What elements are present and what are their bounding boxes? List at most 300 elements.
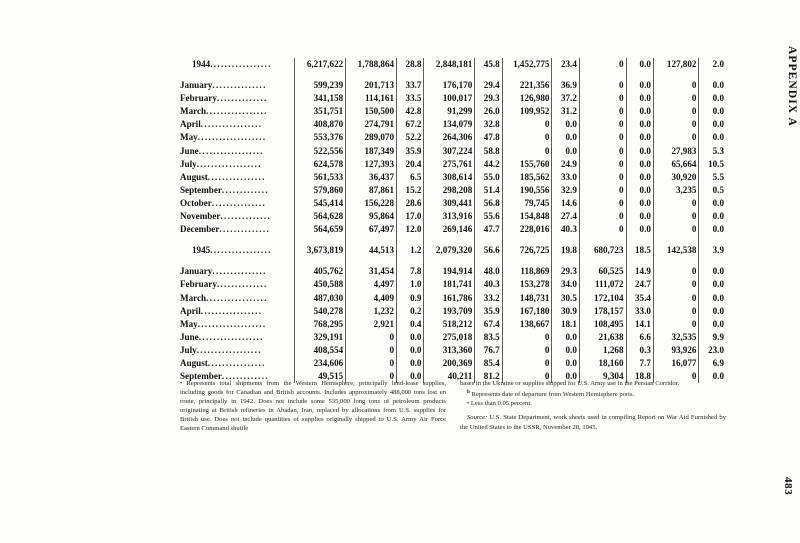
row-label <box>178 79 295 92</box>
table-row <box>178 305 726 318</box>
table-cell: 0 <box>653 131 699 144</box>
row-label-text: January <box>180 80 213 91</box>
leader-dots: .............. <box>216 279 268 290</box>
table-cell: 309,441 <box>424 197 475 210</box>
leader-dots: ............... <box>211 197 267 208</box>
table-row <box>178 265 726 278</box>
table-cell: 0.5 <box>699 184 726 197</box>
table-cell: 1,232 <box>346 305 397 318</box>
table-cell: 0 <box>579 145 626 158</box>
footnote-b-text: Represents date of departure from Western Hemisphere ports. <box>471 391 635 399</box>
table-cell: 487,030 <box>295 292 346 305</box>
table-cell: 0 <box>346 344 397 357</box>
statistics-table-container <box>178 58 726 383</box>
leader-dots: ............... <box>212 266 267 277</box>
table-cell: 564,628 <box>295 210 346 223</box>
running-head: APPENDIX A <box>786 46 798 127</box>
table-cell: 31.2 <box>552 105 579 118</box>
footnote-b <box>460 388 726 399</box>
table-cell: 34.0 <box>552 278 579 291</box>
table-cell: 450,588 <box>295 278 346 291</box>
table-cell: 0.0 <box>699 118 726 131</box>
table-cell: 0 <box>653 278 699 291</box>
table-cell: 553,376 <box>295 131 346 144</box>
table-cell: 0.0 <box>552 131 579 144</box>
table-cell: 26.0 <box>475 105 502 118</box>
table-cell: 0 <box>502 118 552 131</box>
table-cell: 14.9 <box>626 265 653 278</box>
table-cell: 35.9 <box>397 145 424 158</box>
table-cell: 56.8 <box>475 197 502 210</box>
row-label <box>178 292 295 305</box>
table-cell: 65,664 <box>653 158 699 171</box>
table-cell: 680,723 <box>579 244 626 257</box>
row-label-text: 1944 <box>192 59 211 69</box>
table-cell: 52.2 <box>397 131 424 144</box>
table-cell: 351,751 <box>295 105 346 118</box>
row-label-text: August <box>180 357 208 368</box>
table-spacer-row <box>178 236 726 244</box>
table-cell: 200,369 <box>424 357 475 370</box>
table-cell: 42.8 <box>397 105 424 118</box>
table-cell: 0 <box>346 370 397 383</box>
table-cell: 35.9 <box>475 305 502 318</box>
table-cell: 3.9 <box>699 244 726 257</box>
table-cell: 27,983 <box>653 145 699 158</box>
table-cell: 33.2 <box>475 292 502 305</box>
row-label-text: January <box>180 266 213 277</box>
table-cell: 540,278 <box>295 305 346 318</box>
table-cell: 67.4 <box>475 318 502 331</box>
table-cell: 6.6 <box>626 331 653 344</box>
leader-dots: ................. <box>200 305 263 316</box>
table-cell: 0.0 <box>699 79 726 92</box>
table-cell: 0.0 <box>699 305 726 318</box>
table-cell: 0.0 <box>699 197 726 210</box>
table-cell: 1,452,775 <box>502 58 552 71</box>
table-cell: 153,278 <box>502 278 552 291</box>
table-cell: 33.0 <box>552 171 579 184</box>
table-cell: 23.4 <box>552 58 579 71</box>
table-cell: 0.0 <box>626 105 653 118</box>
table-cell: 564,659 <box>295 223 346 236</box>
table-cell: 0 <box>653 265 699 278</box>
table-row <box>178 145 726 158</box>
table-cell: 29.3 <box>475 92 502 105</box>
table-cell: 275,761 <box>424 158 475 171</box>
leader-dots: ................. <box>206 106 268 117</box>
table-spacer-row <box>178 257 726 265</box>
footnote-a <box>180 379 446 434</box>
footnotes-section <box>180 379 726 434</box>
table-cell: 0.0 <box>699 92 726 105</box>
row-label-text: May <box>180 132 198 143</box>
table-cell: 36,437 <box>346 171 397 184</box>
table-cell: 0.0 <box>699 131 726 144</box>
table-cell: 0.0 <box>626 92 653 105</box>
footnote-a-continued-text: bases in the Ukraine or supplies shipped for U.S. Army use in the Persian Corridor. <box>460 380 680 387</box>
table-cell: 17.0 <box>397 210 424 223</box>
table-cell: 313,916 <box>424 210 475 223</box>
table-cell: 176,170 <box>424 79 475 92</box>
table-cell: 0 <box>502 357 552 370</box>
row-label-text: June <box>180 331 199 342</box>
row-label <box>178 184 295 197</box>
table-cell: 0 <box>579 184 626 197</box>
table-cell: 161,786 <box>424 292 475 305</box>
table-row <box>178 223 726 236</box>
table-cell: 4,497 <box>346 278 397 291</box>
table-cell: 20.4 <box>397 158 424 171</box>
table-cell: 187,349 <box>346 145 397 158</box>
footnote-a-continued <box>460 379 726 388</box>
table-cell: 100,017 <box>424 92 475 105</box>
table-cell: 118,869 <box>502 265 552 278</box>
table-cell: 0.0 <box>699 278 726 291</box>
table-cell: 0.0 <box>552 370 579 383</box>
leader-dots: ................. <box>206 292 268 303</box>
table-cell: 275,018 <box>424 331 475 344</box>
row-label <box>178 145 295 158</box>
table-cell: 0.0 <box>552 344 579 357</box>
table-cell: 0.0 <box>397 370 424 383</box>
table-cell: 0 <box>346 331 397 344</box>
row-label-text: November <box>180 211 221 222</box>
row-label <box>178 131 295 144</box>
row-label <box>178 92 295 105</box>
table-cell: 48.0 <box>475 265 502 278</box>
table-cell: 0.0 <box>626 184 653 197</box>
leader-dots: ............. <box>221 184 270 195</box>
table-cell: 154,848 <box>502 210 552 223</box>
row-label-text: September <box>180 184 222 195</box>
row-label-text: April <box>180 119 201 130</box>
table-cell: 109,952 <box>502 105 552 118</box>
table-cell: 67.2 <box>397 118 424 131</box>
table-row <box>178 131 726 144</box>
footnotes-right-column <box>460 379 726 434</box>
table-cell: 5.5 <box>699 171 726 184</box>
table-cell: 14.1 <box>626 318 653 331</box>
table-cell: 33.0 <box>626 305 653 318</box>
table-cell: 30.9 <box>552 305 579 318</box>
row-label <box>178 158 295 171</box>
table-cell: 35.4 <box>626 292 653 305</box>
table-cell: 0 <box>653 105 699 118</box>
table-row <box>178 118 726 131</box>
table-cell: 14.6 <box>552 197 579 210</box>
table-cell: 289,070 <box>346 131 397 144</box>
table-cell: 0.0 <box>626 145 653 158</box>
table-cell: 0.0 <box>626 118 653 131</box>
table-cell: 405,762 <box>295 265 346 278</box>
table-cell: 0 <box>579 223 626 236</box>
table-cell: 56.6 <box>475 244 502 257</box>
table-cell: 579,860 <box>295 184 346 197</box>
table-cell: 79,745 <box>502 197 552 210</box>
table-cell: 0 <box>579 92 626 105</box>
leader-dots: ................ <box>207 357 266 368</box>
table-cell: 18,160 <box>579 357 626 370</box>
row-label-text: June <box>180 145 199 156</box>
table-cell: 313,360 <box>424 344 475 357</box>
row-label <box>178 210 295 223</box>
table-cell: 126,980 <box>502 92 552 105</box>
leader-dots: ................. <box>210 245 272 256</box>
table-cell: 10.5 <box>699 158 726 171</box>
table-cell: 44.2 <box>475 158 502 171</box>
table-cell: 518,212 <box>424 318 475 331</box>
table-cell: 93,926 <box>653 344 699 357</box>
leader-dots: .............. <box>220 211 272 222</box>
table-cell: 6,217,622 <box>295 58 346 71</box>
table-cell: 3,673,819 <box>295 244 346 257</box>
table-cell: 51.4 <box>475 184 502 197</box>
table-cell: 274,791 <box>346 118 397 131</box>
leader-dots: ................ <box>207 171 266 182</box>
leader-dots: .................. <box>198 145 264 156</box>
table-cell: 76.7 <box>475 344 502 357</box>
table-cell: 0.3 <box>626 344 653 357</box>
table-cell: 32,535 <box>653 331 699 344</box>
table-cell: 0 <box>579 131 626 144</box>
footnote-a-text: Represents total shipments from the Western Hemisphere, principally lend-lease supplies, including goods for Canadian and British accounts. Includes approximately 488,000 tons lost en route, principally in 1942. Does not include some 535,000 long tons of petroleum products originating at British refineries in Abadan, Iran, replaced by allocations from U.S. supplies for British use. Does not include quantities of supplies originally shipped to U.S. Army Air Force Eastern Command shuttle <box>180 380 446 433</box>
table-row <box>178 92 726 105</box>
table-cell: 60,525 <box>579 265 626 278</box>
table-cell: 127,393 <box>346 158 397 171</box>
table-cell: 95,864 <box>346 210 397 223</box>
table-row <box>178 171 726 184</box>
row-label <box>178 244 295 257</box>
table-cell: 32.8 <box>475 118 502 131</box>
table-cell: 341,158 <box>295 92 346 105</box>
table-cell: 0.0 <box>397 331 424 344</box>
leader-dots: ............... <box>212 80 267 91</box>
table-row <box>178 210 726 223</box>
table-cell: 0.0 <box>552 145 579 158</box>
table-cell: 3,235 <box>653 184 699 197</box>
table-cell: 0 <box>346 357 397 370</box>
table-cell: 36.9 <box>552 79 579 92</box>
table-row <box>178 331 726 344</box>
table-cell: 4,409 <box>346 292 397 305</box>
table-cell: 308,614 <box>424 171 475 184</box>
table-cell: 0 <box>502 145 552 158</box>
table-cell: 0.0 <box>626 131 653 144</box>
table-cell: 148,731 <box>502 292 552 305</box>
table-cell: 155,760 <box>502 158 552 171</box>
table-cell: 264,306 <box>424 131 475 144</box>
table-cell: 1.0 <box>397 278 424 291</box>
table-cell: 193,709 <box>424 305 475 318</box>
table-cell: 114,161 <box>346 92 397 105</box>
table-cell: 138,667 <box>502 318 552 331</box>
table-row <box>178 105 726 118</box>
leader-dots: .................. <box>196 158 262 169</box>
table-row <box>178 357 726 370</box>
table-cell: 522,556 <box>295 145 346 158</box>
table-cell: 0 <box>502 331 552 344</box>
shipments-table <box>178 58 726 383</box>
table-cell: 2.0 <box>699 58 726 71</box>
table-cell: 55.0 <box>475 171 502 184</box>
table-cell: 44,513 <box>346 244 397 257</box>
table-row <box>178 79 726 92</box>
table-cell: 47.7 <box>475 223 502 236</box>
table-cell: 58.8 <box>475 145 502 158</box>
row-label-text: July <box>180 344 197 355</box>
table-cell: 185,562 <box>502 171 552 184</box>
page-number: 483 <box>782 476 794 495</box>
table-cell: 27.4 <box>552 210 579 223</box>
table-cell: 37.2 <box>552 92 579 105</box>
table-cell: 0 <box>579 210 626 223</box>
table-cell: 18.5 <box>626 244 653 257</box>
table-cell: 172,104 <box>579 292 626 305</box>
table-cell: 0 <box>653 210 699 223</box>
leader-dots: .............. <box>216 93 268 104</box>
row-label-text: March <box>180 292 207 303</box>
table-cell: 23.0 <box>699 344 726 357</box>
table-cell: 329,191 <box>295 331 346 344</box>
table-cell: 234,606 <box>295 357 346 370</box>
table-cell: 0.2 <box>397 305 424 318</box>
table-cell: 30.5 <box>552 292 579 305</box>
table-cell: 0.4 <box>397 318 424 331</box>
table-cell: 0.0 <box>699 292 726 305</box>
table-cell: 7.7 <box>626 357 653 370</box>
table-cell: 12.0 <box>397 223 424 236</box>
row-label-text: September <box>180 371 222 382</box>
table-cell: 0.0 <box>626 223 653 236</box>
table-cell: 108,495 <box>579 318 626 331</box>
table-cell: 5.3 <box>699 145 726 158</box>
table-cell: 0 <box>579 58 626 71</box>
row-label <box>178 344 295 357</box>
table-cell: 19.8 <box>552 244 579 257</box>
table-cell: 32.9 <box>552 184 579 197</box>
table-cell: 228,016 <box>502 223 552 236</box>
table-cell: 0 <box>579 171 626 184</box>
leader-dots: ................. <box>200 119 263 130</box>
table-cell: 0.0 <box>626 158 653 171</box>
table-cell: 6.5 <box>397 171 424 184</box>
table-cell: 0.0 <box>699 265 726 278</box>
row-label <box>178 223 295 236</box>
row-label-text: February <box>180 279 217 290</box>
table-cell: 47.8 <box>475 131 502 144</box>
table-cell: 0.0 <box>699 370 726 383</box>
table-cell: 0.0 <box>626 58 653 71</box>
row-label-text: April <box>180 305 201 316</box>
row-label-text: 1945 <box>192 245 211 256</box>
table-cell: 0 <box>653 79 699 92</box>
table-cell: 408,554 <box>295 344 346 357</box>
table-row <box>178 244 726 257</box>
table-cell: 0.0 <box>699 223 726 236</box>
table-cell: 28.8 <box>397 58 424 71</box>
footnote-marker-b: b <box>467 389 470 396</box>
footnote-marker-a: • <box>180 380 183 387</box>
table-cell: 21,638 <box>579 331 626 344</box>
table-cell: 111,072 <box>579 278 626 291</box>
table-cell: 40,211 <box>424 370 475 383</box>
table-cell: 18.8 <box>626 370 653 383</box>
row-label-text: July <box>180 158 197 169</box>
table-cell: 0 <box>653 305 699 318</box>
table-cell: 624,578 <box>295 158 346 171</box>
table-cell: 150,500 <box>346 105 397 118</box>
table-cell: 33.7 <box>397 79 424 92</box>
leader-dots: .................. <box>196 344 262 355</box>
table-cell: 0.0 <box>699 318 726 331</box>
table-cell: 67,497 <box>346 223 397 236</box>
table-cell: 307,224 <box>424 145 475 158</box>
table-cell: 0.0 <box>397 344 424 357</box>
table-cell: 15.2 <box>397 184 424 197</box>
table-cell: 408,870 <box>295 118 346 131</box>
table-cell: 221,356 <box>502 79 552 92</box>
table-cell: 599,239 <box>295 79 346 92</box>
leader-dots: ............. <box>221 371 270 382</box>
table-row <box>178 318 726 331</box>
table-cell: 30,920 <box>653 171 699 184</box>
table-cell: 1.2 <box>397 244 424 257</box>
row-label <box>178 305 295 318</box>
table-cell: 178,157 <box>579 305 626 318</box>
table-cell: 1,268 <box>579 344 626 357</box>
table-cell: 0.0 <box>552 357 579 370</box>
table-cell: 24.7 <box>626 278 653 291</box>
table-cell: 0.9 <box>397 292 424 305</box>
table-cell: 156,228 <box>346 197 397 210</box>
row-label <box>178 105 295 118</box>
table-row <box>178 278 726 291</box>
table-cell: 85.4 <box>475 357 502 370</box>
footnote-c-text: Less than 0.05 percent. <box>470 400 532 408</box>
table-cell: 127,802 <box>653 58 699 71</box>
table-cell: 167,180 <box>502 305 552 318</box>
row-label-text: December <box>180 224 220 235</box>
row-label-text: February <box>180 93 217 104</box>
footnote-c <box>460 399 726 408</box>
row-label <box>178 265 295 278</box>
table-cell: 0 <box>653 118 699 131</box>
footnotes-left-column <box>180 379 446 434</box>
table-cell: 9.9 <box>699 331 726 344</box>
leader-dots: ................. <box>210 59 272 69</box>
table-cell: 726,725 <box>502 244 552 257</box>
table-row <box>178 197 726 210</box>
table-cell: 29.3 <box>552 265 579 278</box>
table-cell: 0 <box>653 318 699 331</box>
table-cell: 561,533 <box>295 171 346 184</box>
table-row <box>178 344 726 357</box>
table-cell: 55.6 <box>475 210 502 223</box>
table-cell: 0 <box>653 370 699 383</box>
table-cell: 40.3 <box>475 278 502 291</box>
table-cell: 0 <box>653 197 699 210</box>
table-cell: 0.0 <box>552 331 579 344</box>
footnote-marker-c: • <box>467 400 470 408</box>
table-cell: 28.6 <box>397 197 424 210</box>
table-cell: 45.8 <box>475 58 502 71</box>
row-label <box>178 171 295 184</box>
table-cell: 0.0 <box>699 105 726 118</box>
table-cell: 83.5 <box>475 331 502 344</box>
table-cell: 0.0 <box>626 79 653 92</box>
table-cell: 91,299 <box>424 105 475 118</box>
